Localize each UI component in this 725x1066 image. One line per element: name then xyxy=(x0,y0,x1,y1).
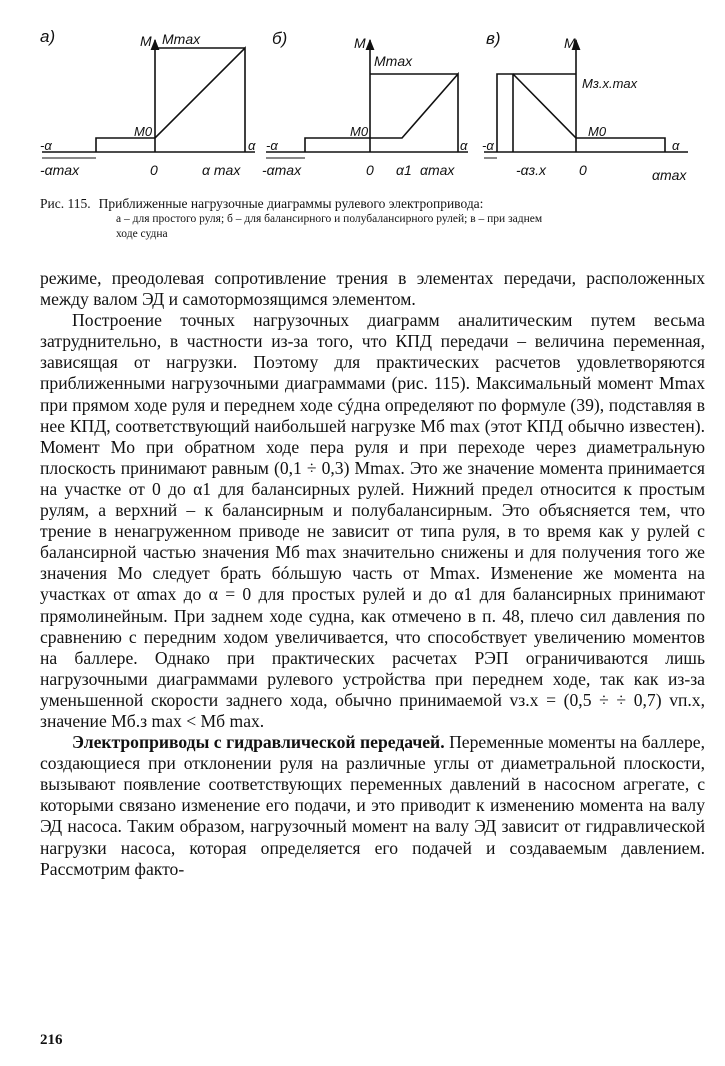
diagram-b-y-label: M xyxy=(354,35,366,51)
diagram-c-y-label: M xyxy=(564,35,576,51)
diagram-c xyxy=(484,40,688,158)
body-text xyxy=(40,268,705,880)
diagram-b-origin: 0 xyxy=(366,162,374,178)
caption-subline-1: а – для простого руля; б – для балансирного и полубалансирного рулей; в – при заднем xyxy=(116,213,543,225)
diagram-c-right-arrow: α xyxy=(672,138,680,153)
diagram-b-load-curve xyxy=(305,74,458,152)
caption-label: Рис. 115. xyxy=(40,196,91,211)
paragraph-1: режиме, преодолевая сопротивление трения в элементах передачи, расположенных между валом ЭД и самотормозящимся элементом. xyxy=(40,268,705,310)
paragraph-2: Построение точных нагрузочных диаграмм аналитическим путем весьма затруднительно, в частности из-за того, что КПД передачи – величина переменная, зависящая от нагрузки. Поэтому для практических расчетов удовлетворяются приближенными нагрузочными диаграммами (рис. 115). Максимальный момент Mmax при прямом ходе руля и переднем ходе сýдна определяют по формуле (39), подставляя в нее КПД, соответствующий наибольшей нагрузке Mб max (этот КПД обычно известен). Момент Mo при обратном ходе пера руля и при переходе через диаметральную плоскость принимают равным (0,1 ÷ 0,3) Mmax. Это же значение момента принимается на участке от 0 до α1 для балансирных рулей. Нижний предел относится к простым рулям, а верхний – к балансирным и полубалансирным. Это объясняется тем, что трение в ненагруженном приводе не зависит от типа руля, в то время как у рулей с балансирной частью значения Mб max значительно снижены и для получения того же значения Mo следует брать бóльшую часть от Mmax. Изменение же момента на участках от αmax до α = 0 для простых рулей и до α1 для балансирных принимают прямолинейным. При заднем ходе судна, как отмечено в п. 48, плечо сил давления по сравнению с передним ходом увеличивается, что способствует увеличению моментов на баллере. Однако при практических расчетах РЭП ограничиваются лишь нагрузочными диаграммами рулевого устройства при переднем ходе, так как из-за уменьшенной скорости заднего хода, обычно принимаемой vз.х = (0,5 ÷ ÷ 0,7) vп.х, значение Mб.з max < Mб max. xyxy=(40,310,705,731)
diagram-c-left-label: -αз.х xyxy=(516,162,547,178)
section-heading: Электроприводы с гидравлической передачей. xyxy=(72,732,445,753)
diagram-c-letter: в) xyxy=(486,29,501,48)
diagram-c-left-arrow: -α xyxy=(482,138,494,153)
diagram-c-load-curve xyxy=(497,74,665,152)
diagram-a-letter: а) xyxy=(40,27,56,46)
caption-title: Приближенные нагрузочные диаграммы рулевого электропривода: xyxy=(98,196,484,211)
load-diagrams-figure xyxy=(0,0,725,190)
diagram-b-letter: б) xyxy=(272,29,288,48)
diagram-a-right-label: α max xyxy=(202,162,241,178)
figure-caption xyxy=(40,196,705,242)
paragraph-3 xyxy=(40,732,705,880)
diagram-a-load-curve xyxy=(96,48,245,152)
diagram-a-m0-label: M0 xyxy=(134,124,153,139)
diagram-c-origin: 0 xyxy=(579,162,587,178)
caption-title-line xyxy=(40,196,705,212)
page-number: 216 xyxy=(40,1032,63,1048)
diagram-b xyxy=(266,40,468,158)
diagram-b-left-label: -αmax xyxy=(262,162,302,178)
diagram-a xyxy=(42,40,255,158)
diagram-b-top-label: Mmax xyxy=(374,53,413,69)
diagram-b-a1-label: α1 xyxy=(396,162,412,178)
diagram-a-right-arrow: α xyxy=(248,138,256,153)
diagram-c-right-label: αmax xyxy=(652,167,687,183)
diagram-a-left-arrow: -α xyxy=(40,138,52,153)
diagram-a-origin: 0 xyxy=(150,162,158,178)
paragraph-3-text: Переменные моменты на баллере, создающиеся при отклонении руля на различные углы от диаметральной плоскости, вызывают появление соответствующих переменных давлений в насосном агрегате, с которыми связано изменение его подачи, и это приводит к изменению момента на валу ЭД насоса. Таким образом, нагрузочный момент на валу ЭД зависит от гидравлической нагрузки насоса, которая определяется его подачей и создаваемым давлением. Рассмотрим факто- xyxy=(40,732,705,879)
diagram-a-y-label: M xyxy=(140,33,152,49)
diagram-a-top-label: Mmax xyxy=(162,31,201,47)
diagram-b-left-arrow: -α xyxy=(266,138,278,153)
diagram-a-left-label: -αmax xyxy=(40,162,80,178)
caption-subline-2: ходе судна xyxy=(116,228,168,240)
diagram-b-right-arrow: α xyxy=(460,138,468,153)
diagram-c-top-label: Mз.х.max xyxy=(582,76,638,91)
diagram-c-m0-label: M0 xyxy=(588,124,607,139)
diagram-b-m0-label: M0 xyxy=(350,124,369,139)
diagram-b-right-label: αmax xyxy=(420,162,455,178)
